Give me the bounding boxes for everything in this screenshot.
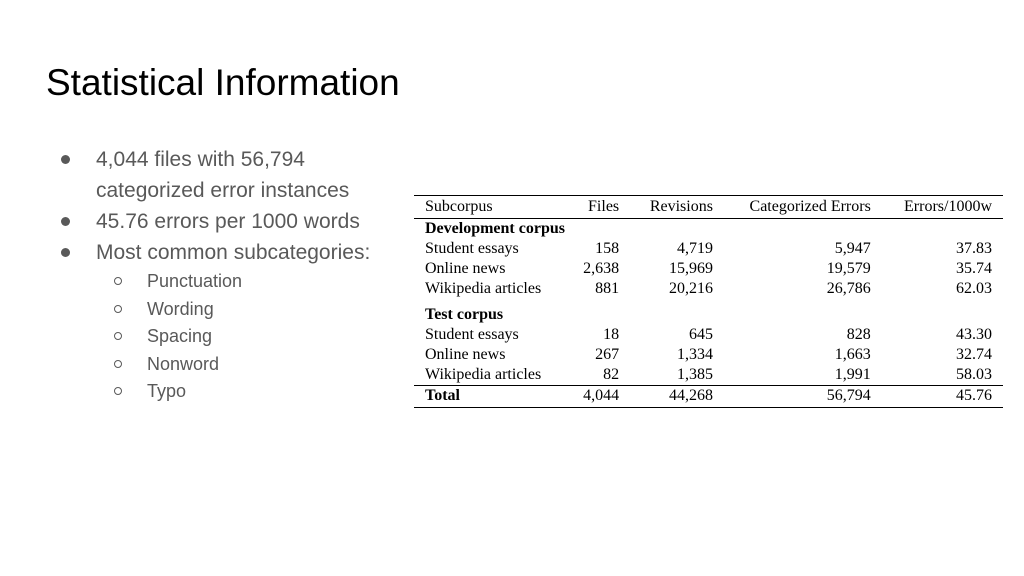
bullet-text: 45.76 errors per 1000 words <box>96 210 360 233</box>
cell: 32.74 <box>956 346 992 363</box>
table-row <box>414 345 1003 365</box>
bullet-circle-icon <box>114 332 122 340</box>
section-label: Development corpus <box>425 220 565 237</box>
sub-bullet-item <box>60 323 405 351</box>
cell: 267 <box>595 346 620 363</box>
bullet-item <box>60 144 405 206</box>
corpus-statistics-table <box>414 195 1003 408</box>
cell: 37.83 <box>956 240 992 257</box>
bullet-circle-icon <box>114 387 122 395</box>
section-label: Test corpus <box>425 306 504 323</box>
bullet-dot-icon <box>61 155 70 164</box>
bullet-text: Most common subcategories: <box>96 241 371 264</box>
table-row <box>414 325 1003 345</box>
sub-bullet-item <box>60 296 405 324</box>
header-files: Files <box>588 198 620 215</box>
table-row <box>414 279 1003 299</box>
cell: 44,268 <box>668 387 713 404</box>
cell: Online news <box>425 346 506 363</box>
cell: 26,786 <box>826 280 871 297</box>
cell: 4,719 <box>676 240 713 257</box>
bullet-text: 4,044 files with 56,794 categorized error instances <box>96 148 350 202</box>
total-row <box>414 386 1003 408</box>
bullet-list <box>60 144 405 406</box>
cell: 19,579 <box>826 260 871 277</box>
sub-bullet-text: Punctuation <box>147 271 243 291</box>
slide-title: Statistical Information <box>46 62 400 103</box>
header-subcorpus: Subcorpus <box>425 198 493 215</box>
bullet-dot-icon <box>61 248 70 257</box>
bullet-circle-icon <box>114 305 122 313</box>
cell: Student essays <box>425 326 519 343</box>
cell: 4,044 <box>583 387 620 404</box>
cell: 5,947 <box>834 240 871 257</box>
cell: 18 <box>603 326 620 343</box>
cell: 1,334 <box>676 346 713 363</box>
cell: Total <box>425 387 460 404</box>
table-header-row <box>414 196 1003 219</box>
sub-bullet-text: Spacing <box>147 326 213 346</box>
cell: 1,663 <box>834 346 871 363</box>
bullet-item <box>60 237 405 268</box>
cell: Wikipedia articles <box>425 280 542 297</box>
cell: Online news <box>425 260 506 277</box>
sub-bullet-item <box>60 268 405 296</box>
header-errors-per-1000w: Errors/1000w <box>904 198 992 215</box>
header-revisions: Revisions <box>649 198 713 215</box>
cell: 15,969 <box>668 260 713 277</box>
cell: 20,216 <box>668 280 713 297</box>
cell: 645 <box>688 326 713 343</box>
cell: Student essays <box>425 240 519 257</box>
cell: 58.03 <box>956 366 992 383</box>
cell: 35.74 <box>956 260 992 277</box>
bullet-dot-icon <box>61 217 70 226</box>
sub-bullet-text: Wording <box>147 298 214 319</box>
cell: 158 <box>595 240 620 257</box>
sub-bullet-text: Typo <box>147 381 187 401</box>
section-row-development <box>414 219 1003 240</box>
sub-bullet-item <box>60 351 405 379</box>
table-row <box>414 259 1003 279</box>
table-row <box>414 365 1003 386</box>
cell: 62.03 <box>956 280 992 297</box>
sub-bullet-item <box>60 378 405 406</box>
cell: 881 <box>595 280 620 297</box>
bullet-circle-icon <box>114 277 122 285</box>
cell: 1,385 <box>676 366 713 383</box>
sub-bullet-text: Nonword <box>147 353 220 374</box>
table-row <box>414 239 1003 259</box>
header-categorized-errors: Categorized Errors <box>749 198 871 215</box>
cell: Wikipedia articles <box>425 366 542 383</box>
cell: 1,991 <box>834 366 871 383</box>
bullet-item <box>60 206 405 237</box>
section-row-test <box>414 299 1003 325</box>
cell: 2,638 <box>583 260 620 277</box>
cell: 82 <box>603 366 620 383</box>
bullet-circle-icon <box>114 360 122 368</box>
cell: 45.76 <box>956 387 992 404</box>
cell: 43.30 <box>956 326 992 343</box>
cell: 56,794 <box>826 387 871 404</box>
cell: 828 <box>846 326 871 343</box>
